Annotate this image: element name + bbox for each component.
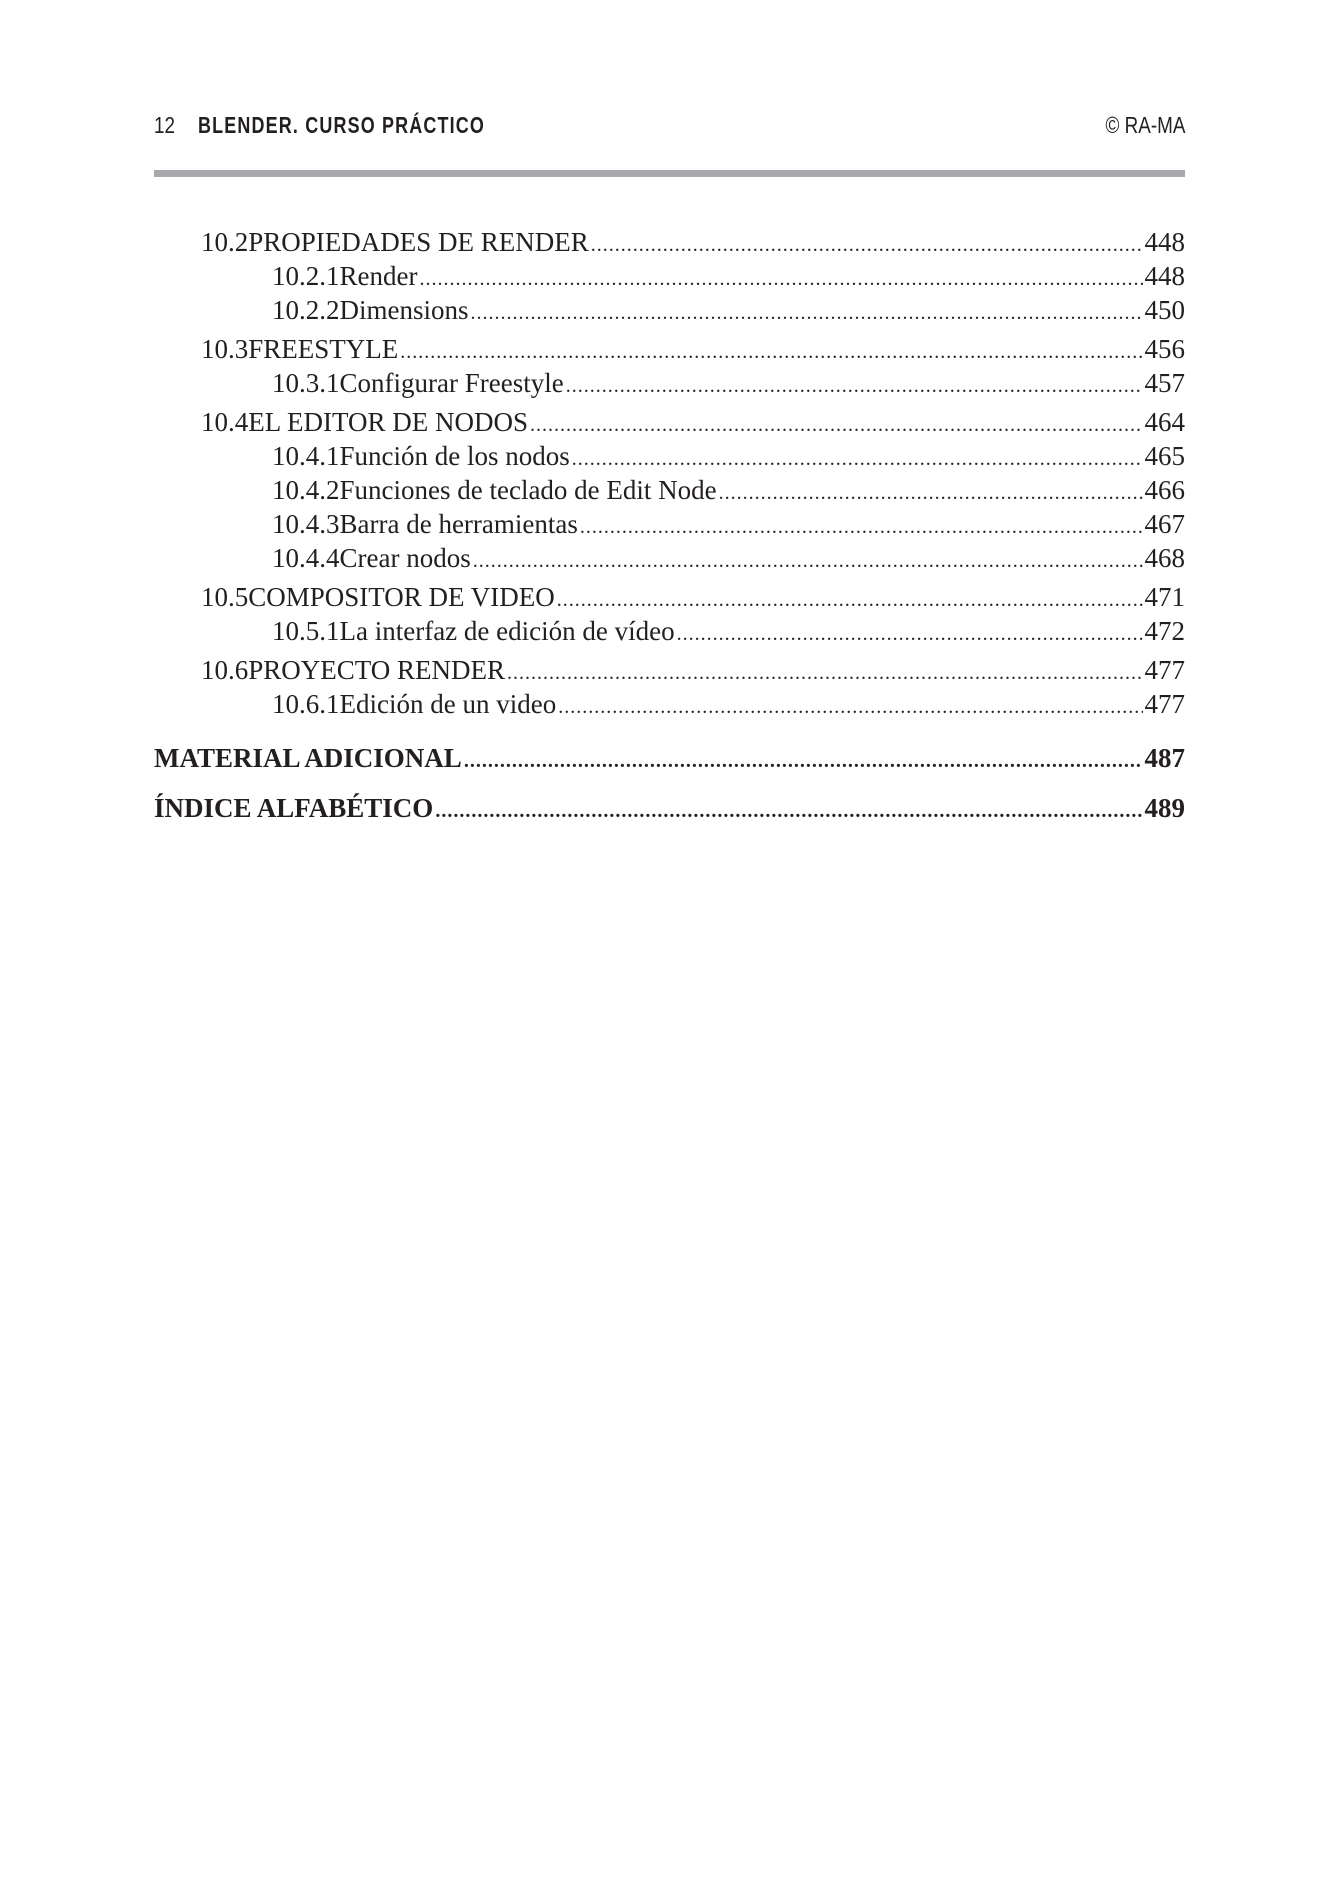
running-title: BLENDER. CURSO PRÁCTICO bbox=[198, 112, 486, 138]
toc-entry-page: 456 bbox=[1144, 334, 1185, 364]
toc-major-page: 487 bbox=[1144, 743, 1185, 773]
toc-entry-number: 10.4 bbox=[201, 407, 249, 437]
toc-entry-10-4-1[interactable] bbox=[154, 439, 1185, 473]
page-number: 12 bbox=[154, 112, 175, 138]
toc-entry-10-4-2[interactable] bbox=[154, 473, 1185, 507]
toc-entry-10-2-2[interactable] bbox=[154, 293, 1185, 327]
dot-leader bbox=[558, 687, 1142, 721]
toc-entry-10-5[interactable] bbox=[154, 580, 1185, 614]
toc-entry-title: Dimensions bbox=[339, 295, 469, 325]
toc-entry-page: 468 bbox=[1144, 543, 1185, 573]
toc-entry-10-5-1[interactable] bbox=[154, 614, 1185, 648]
toc-entry-10-6[interactable] bbox=[154, 653, 1185, 687]
toc-entry-number: 10.4.4 bbox=[272, 543, 340, 573]
toc-entry-title: Configurar Freestyle bbox=[339, 368, 564, 398]
toc-entry-number: 10.3 bbox=[201, 334, 249, 364]
toc-entry-page: 464 bbox=[1144, 407, 1185, 437]
toc-entry-10-4[interactable] bbox=[154, 405, 1185, 439]
toc-entry-title: Crear nodos bbox=[339, 543, 471, 573]
toc-entry-number: 10.6.1 bbox=[272, 689, 340, 719]
dot-leader bbox=[580, 507, 1143, 541]
toc-entry-10-2[interactable] bbox=[154, 225, 1185, 259]
toc-entry-10-3-1[interactable] bbox=[154, 366, 1185, 400]
page-header bbox=[154, 108, 1185, 144]
toc-entry-number: 10.4.3 bbox=[272, 509, 340, 539]
toc-entry-title: PROYECTO RENDER bbox=[248, 655, 506, 685]
toc-entry-number: 10.2.2 bbox=[272, 295, 340, 325]
toc-entry-10-3[interactable] bbox=[154, 332, 1185, 366]
toc-entry-page: 477 bbox=[1144, 689, 1185, 719]
toc-entry-page: 448 bbox=[1144, 227, 1185, 257]
toc-entry-page: 457 bbox=[1144, 368, 1185, 398]
dot-leader bbox=[566, 366, 1143, 400]
header-rule bbox=[154, 170, 1185, 177]
toc-entry-10-6-1[interactable] bbox=[154, 687, 1185, 721]
dot-leader bbox=[435, 791, 1142, 825]
toc-entry-title: EL EDITOR DE NODOS bbox=[248, 407, 528, 437]
toc-entry-number: 10.2 bbox=[201, 227, 249, 257]
dot-leader bbox=[719, 473, 1143, 507]
dot-leader bbox=[530, 405, 1143, 439]
toc-entry-page: 477 bbox=[1144, 655, 1185, 685]
toc-entry-title: PROPIEDADES DE RENDER bbox=[248, 227, 589, 257]
toc-entry-page: 471 bbox=[1144, 582, 1185, 612]
toc-entry-number: 10.4.2 bbox=[272, 475, 340, 505]
toc-entry-title: La interfaz de edición de vídeo bbox=[339, 616, 675, 646]
dot-leader bbox=[557, 580, 1143, 614]
dot-leader bbox=[677, 614, 1143, 648]
toc-major-title: MATERIAL ADICIONAL bbox=[154, 743, 462, 773]
toc-entry-page: 467 bbox=[1144, 509, 1185, 539]
dot-leader bbox=[419, 259, 1142, 293]
toc-entry-title: Render bbox=[339, 261, 418, 291]
toc-entry-title: Función de los nodos bbox=[339, 441, 570, 471]
toc-major-indice-alfabetico[interactable] bbox=[154, 791, 1185, 825]
toc-major-material-adicional[interactable] bbox=[154, 741, 1185, 775]
toc-entry-number: 10.5.1 bbox=[272, 616, 340, 646]
toc-entry-title: COMPOSITOR DE VIDEO bbox=[248, 582, 555, 612]
toc-entry-title: Edición de un video bbox=[339, 689, 557, 719]
toc-entry-number: 10.5 bbox=[201, 582, 249, 612]
toc-entry-title: Funciones de teclado de Edit Node bbox=[339, 475, 717, 505]
toc-major-title: ÍNDICE ALFABÉTICO bbox=[154, 793, 434, 823]
table-of-contents bbox=[154, 225, 1185, 825]
dot-leader bbox=[572, 439, 1143, 473]
toc-entry-page: 448 bbox=[1144, 261, 1185, 291]
toc-entry-page: 465 bbox=[1144, 441, 1185, 471]
toc-entry-number: 10.6 bbox=[201, 655, 249, 685]
dot-leader bbox=[473, 541, 1143, 575]
toc-entry-10-4-3[interactable] bbox=[154, 507, 1185, 541]
dot-leader bbox=[471, 293, 1143, 327]
copyright-notice: © RA-MA bbox=[1105, 112, 1185, 138]
toc-entry-number: 10.4.1 bbox=[272, 441, 340, 471]
toc-entry-page: 472 bbox=[1144, 616, 1185, 646]
toc-entry-title: Barra de herramientas bbox=[339, 509, 578, 539]
dot-leader bbox=[507, 653, 1142, 687]
toc-entry-title: FREESTYLE bbox=[248, 334, 399, 364]
dot-leader bbox=[400, 332, 1142, 366]
toc-entry-10-2-1[interactable] bbox=[154, 259, 1185, 293]
toc-entry-number: 10.3.1 bbox=[272, 368, 340, 398]
toc-entry-page: 466 bbox=[1144, 475, 1185, 505]
dot-leader bbox=[464, 741, 1143, 775]
dot-leader bbox=[591, 225, 1143, 259]
toc-major-page: 489 bbox=[1144, 793, 1185, 823]
toc-entry-number: 10.2.1 bbox=[272, 261, 340, 291]
toc-entry-page: 450 bbox=[1144, 295, 1185, 325]
toc-entry-10-4-4[interactable] bbox=[154, 541, 1185, 575]
